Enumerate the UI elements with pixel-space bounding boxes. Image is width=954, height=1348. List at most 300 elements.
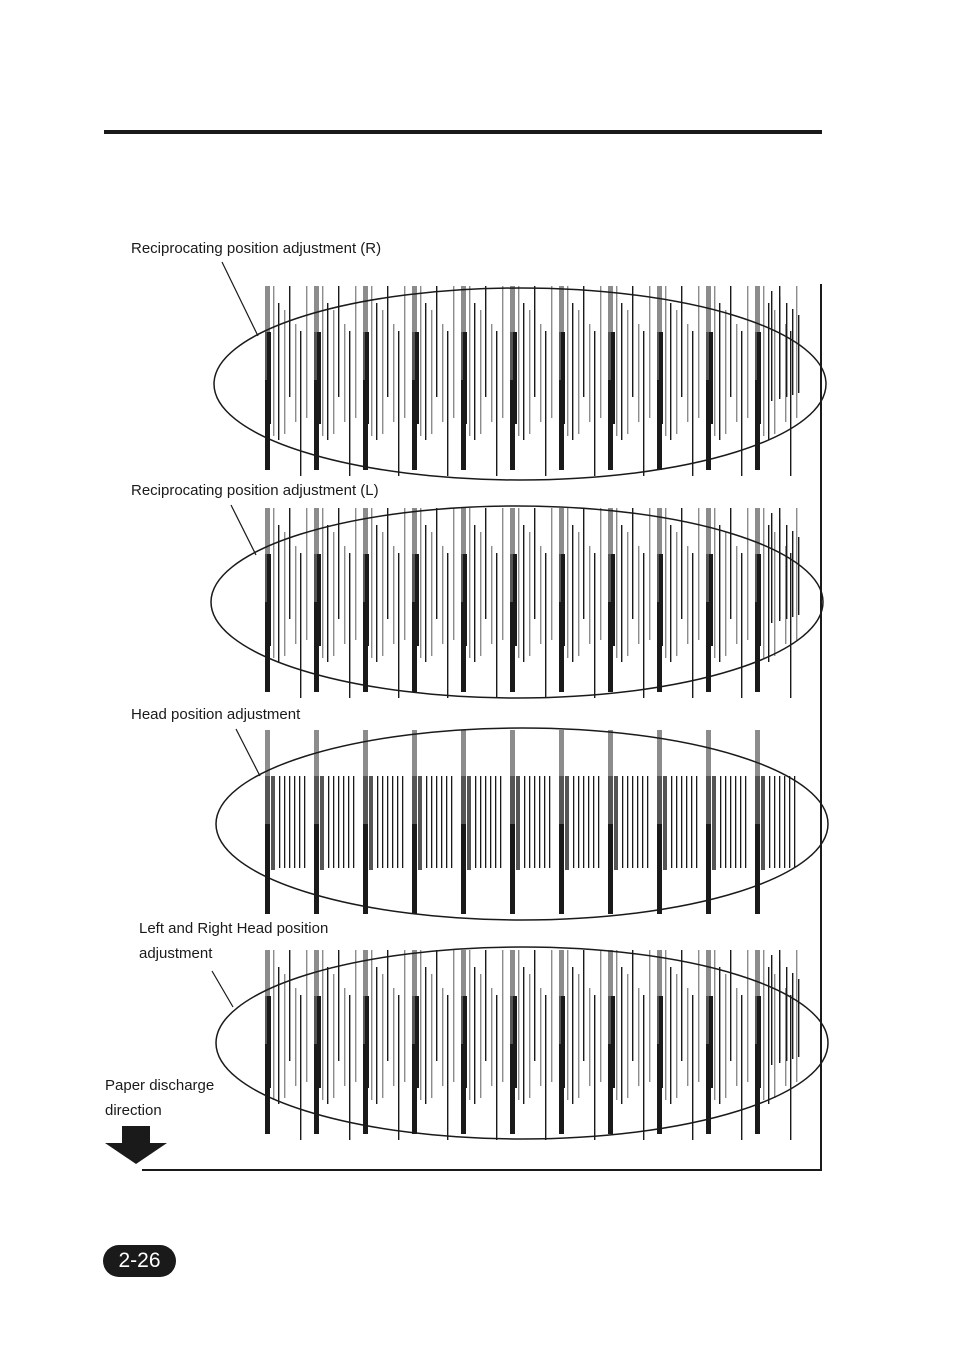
pattern-hairline <box>284 310 285 434</box>
pattern-bar <box>267 996 271 1088</box>
pattern-hairline <box>485 950 486 1061</box>
pattern-hairline <box>393 546 394 644</box>
pattern-hairline <box>747 508 748 640</box>
pattern-hairline <box>338 286 339 397</box>
pattern-hairline <box>387 950 388 1061</box>
pattern-hairline <box>741 553 742 698</box>
pattern-comb-line <box>529 776 530 868</box>
pattern-hairline <box>545 553 546 698</box>
pattern-hairline <box>676 974 677 1098</box>
pattern-hairline <box>771 291 772 401</box>
pattern-hairline <box>540 988 541 1086</box>
pattern-comb-line <box>441 776 442 868</box>
pattern-bar <box>265 824 270 914</box>
pattern-bar <box>513 332 517 424</box>
pattern-bar <box>712 776 716 870</box>
pattern-hairline <box>349 995 350 1140</box>
pattern-hairline <box>714 950 715 1100</box>
pattern-comb-line <box>642 776 643 868</box>
pattern-hairline <box>273 286 274 436</box>
pattern-hairline <box>534 286 535 397</box>
pattern-hairline <box>551 286 552 418</box>
pattern-hairline <box>714 286 715 436</box>
pattern-comb-line <box>402 776 403 868</box>
pattern-hairline <box>300 331 301 476</box>
pattern-hairline <box>725 532 726 656</box>
pattern-comb-line <box>789 776 790 868</box>
pattern-bar <box>608 508 613 554</box>
pattern-bar <box>755 730 760 776</box>
pattern-bar <box>559 824 564 914</box>
pattern-comb-line <box>578 776 579 868</box>
pattern-bar <box>761 776 765 870</box>
pattern-comb-line <box>544 776 545 868</box>
pattern-hairline <box>529 974 530 1098</box>
pattern-hairline <box>420 950 421 1100</box>
pattern-hairline <box>600 508 601 640</box>
pattern-comb-line <box>426 776 427 868</box>
pattern-comb-line <box>436 776 437 868</box>
pattern-hairline <box>774 974 775 1098</box>
pattern-hairline <box>786 303 787 397</box>
pattern-hairline <box>300 995 301 1140</box>
pattern-hairline <box>719 967 720 1104</box>
pattern-hairline <box>632 508 633 619</box>
pattern-hairline <box>692 553 693 698</box>
pattern-comb-line <box>333 776 334 868</box>
pattern-hairline <box>730 950 731 1061</box>
pattern-hairline <box>687 324 688 422</box>
pattern-hairline <box>719 525 720 662</box>
pattern-hairline <box>518 286 519 436</box>
pattern-bar <box>565 776 569 870</box>
pattern-hairline <box>333 310 334 434</box>
pattern-hairline <box>681 950 682 1061</box>
pattern-comb-line <box>784 776 785 868</box>
pattern-hairline <box>523 525 524 662</box>
pattern-bar <box>561 996 565 1088</box>
pattern-hairline <box>502 950 503 1082</box>
pattern-hairline <box>502 286 503 418</box>
pattern-bar <box>365 996 369 1088</box>
pattern-bar <box>267 332 271 424</box>
label-left-right-head-line1: Left and Right Head position <box>139 920 329 937</box>
pattern-hairline <box>425 303 426 440</box>
pattern-bar <box>559 730 564 776</box>
pattern-hairline <box>621 525 622 662</box>
pattern-hairline <box>578 532 579 656</box>
pattern-hairline <box>447 553 448 698</box>
pattern-comb-line <box>446 776 447 868</box>
pattern-hairline <box>344 324 345 422</box>
pattern-hairline <box>616 508 617 658</box>
pattern-hairline <box>474 525 475 662</box>
pattern-bar <box>659 996 663 1088</box>
pattern-hairline <box>643 331 644 476</box>
pattern-comb-line <box>397 776 398 868</box>
pattern-hairline <box>425 525 426 662</box>
pattern-bar <box>317 996 321 1088</box>
pattern-hairline <box>643 995 644 1140</box>
pattern-bar <box>418 776 422 870</box>
pattern-hairline <box>589 546 590 644</box>
leader-line-head <box>236 729 260 776</box>
pattern-hairline <box>453 508 454 640</box>
pattern-hairline <box>278 525 279 662</box>
pattern-hairline <box>327 967 328 1104</box>
pattern-hairline <box>578 974 579 1098</box>
pattern-bar <box>267 554 271 646</box>
pattern-hairline <box>572 967 573 1104</box>
pattern-hairline <box>480 532 481 656</box>
label-head-position: Head position adjustment <box>131 706 301 723</box>
pattern-hairline <box>436 286 437 397</box>
pattern-comb-line <box>328 776 329 868</box>
pattern-hairline <box>665 286 666 436</box>
pattern-hairline <box>376 525 377 662</box>
pattern-comb-line <box>348 776 349 868</box>
pattern-hairline <box>371 508 372 658</box>
pattern-hairline <box>273 508 274 658</box>
pattern-bar <box>461 776 466 824</box>
pattern-hairline <box>616 286 617 436</box>
pattern-hairline <box>469 950 470 1100</box>
pattern-hairline <box>583 508 584 619</box>
pattern-bar <box>317 332 321 424</box>
pattern-hairline <box>567 950 568 1100</box>
pattern-bar <box>412 824 417 914</box>
pattern-bar <box>608 776 613 824</box>
pattern-hairline <box>779 519 780 621</box>
pattern-hairline <box>798 979 799 1057</box>
pattern-hairline <box>670 525 671 662</box>
pattern-hairline <box>632 286 633 397</box>
pattern-hairline <box>295 324 296 422</box>
pattern-bar <box>659 554 663 646</box>
pattern-hairline <box>790 553 791 698</box>
pattern-hairline <box>792 309 793 395</box>
pattern-hairline <box>404 286 405 418</box>
pattern-bar <box>657 824 662 914</box>
label-paper-discharge-line1: Paper discharge <box>105 1077 215 1094</box>
pattern-hairline <box>551 950 552 1082</box>
pattern-hairline <box>485 286 486 397</box>
pattern-hairline <box>376 303 377 440</box>
pattern-comb-line <box>671 776 672 868</box>
pattern-bar <box>461 950 466 996</box>
pattern-hairline <box>344 988 345 1086</box>
page-number-badge: 2-26 <box>103 1245 176 1277</box>
pattern-hairline <box>491 324 492 422</box>
pattern-hairline <box>540 324 541 422</box>
pattern-hairline <box>480 974 481 1098</box>
pattern-hairline <box>621 303 622 440</box>
pattern-hairline <box>572 303 573 440</box>
pattern-hairline <box>289 950 290 1061</box>
pattern-hairline <box>730 508 731 619</box>
pattern-hairline <box>355 286 356 418</box>
pattern-hairline <box>404 950 405 1082</box>
pattern-bar <box>363 776 368 824</box>
pattern-bar <box>657 776 662 824</box>
pattern-comb-line <box>480 776 481 868</box>
pattern-hairline <box>344 546 345 644</box>
pattern-comb-line <box>304 776 305 868</box>
pattern-comb-line <box>485 776 486 868</box>
pattern-bar <box>365 554 369 646</box>
pattern-hairline <box>774 310 775 434</box>
pattern-hairline <box>578 310 579 434</box>
pattern-hairline <box>627 310 628 434</box>
pattern-bar <box>415 996 419 1088</box>
pattern-comb-line <box>534 776 535 868</box>
pattern-comb-line <box>382 776 383 868</box>
pattern-bar <box>561 554 565 646</box>
pattern-bar <box>709 996 713 1088</box>
pattern-hairline <box>393 988 394 1086</box>
pattern-hairline <box>763 950 764 1100</box>
pattern-hairline <box>741 331 742 476</box>
pattern-hairline <box>692 995 693 1140</box>
pattern-comb-line <box>338 776 339 868</box>
leader-line-l <box>231 505 256 555</box>
pattern-hairline <box>371 950 372 1100</box>
pattern-hairline <box>387 508 388 619</box>
pattern-hairline <box>747 950 748 1082</box>
pattern-hairline <box>518 950 519 1100</box>
pattern-bar <box>706 730 711 776</box>
pattern-bar <box>516 776 520 870</box>
pattern-hairline <box>786 525 787 619</box>
pattern-bar <box>657 286 662 332</box>
pattern-hairline <box>398 553 399 698</box>
pattern-hairline <box>594 995 595 1140</box>
pattern-comb-line <box>490 776 491 868</box>
pattern-hairline <box>796 286 797 418</box>
pattern-hairline <box>447 995 448 1140</box>
pattern-hairline <box>747 286 748 418</box>
pattern-comb-line <box>279 776 280 868</box>
pattern-hairline <box>643 553 644 698</box>
pattern-bar <box>657 508 662 554</box>
pattern-comb-line <box>735 776 736 868</box>
pattern-hairline <box>589 988 590 1086</box>
pattern-hairline <box>741 995 742 1140</box>
pattern-bar <box>757 332 761 424</box>
pattern-bar <box>463 996 467 1088</box>
pattern-hairline <box>768 525 769 662</box>
pattern-hairline <box>638 546 639 644</box>
pattern-hairline <box>442 988 443 1086</box>
pattern-bar <box>513 996 517 1088</box>
pattern-hairline <box>730 286 731 397</box>
pattern-hairline <box>442 546 443 644</box>
pattern-bar <box>709 332 713 424</box>
pattern-comb-line <box>686 776 687 868</box>
pattern-comb-line <box>598 776 599 868</box>
pattern-hairline <box>583 286 584 397</box>
pattern-bar <box>510 286 515 332</box>
pattern-hairline <box>567 286 568 436</box>
pattern-bar <box>659 332 663 424</box>
pattern-hairline <box>771 513 772 623</box>
pattern-comb-line <box>289 776 290 868</box>
pattern-comb-line <box>343 776 344 868</box>
pattern-hairline <box>796 508 797 640</box>
pattern-hairline <box>798 315 799 393</box>
pattern-bar <box>663 776 667 870</box>
pattern-bar <box>757 996 761 1088</box>
pattern-hairline <box>469 286 470 436</box>
pattern-comb-line <box>573 776 574 868</box>
pattern-hairline <box>474 303 475 440</box>
pattern-hairline <box>322 508 323 658</box>
pattern-comb-line <box>524 776 525 868</box>
pattern-bar <box>608 730 613 776</box>
pattern-hairline <box>687 988 688 1086</box>
pattern-bar <box>608 824 613 914</box>
pattern-hairline <box>469 508 470 658</box>
pattern-comb-line <box>720 776 721 868</box>
pattern-comb-line <box>622 776 623 868</box>
pattern-bar <box>265 776 270 824</box>
pattern-comb-line <box>377 776 378 868</box>
pattern-bar <box>317 554 321 646</box>
pattern-hairline <box>796 950 797 1082</box>
pattern-bar <box>320 776 324 870</box>
pattern-hairline <box>289 508 290 619</box>
pattern-hairline <box>295 546 296 644</box>
pattern-hairline <box>665 950 666 1100</box>
pattern-hairline <box>600 286 601 418</box>
pattern-bar <box>461 824 466 914</box>
pattern-hairline <box>798 537 799 615</box>
pattern-hairline <box>692 331 693 476</box>
pattern-hairline <box>436 508 437 619</box>
pattern-hairline <box>333 974 334 1098</box>
pattern-comb-line <box>583 776 584 868</box>
pattern-hairline <box>736 324 737 422</box>
pattern-hairline <box>627 532 628 656</box>
pattern-hairline <box>790 331 791 476</box>
pattern-bar <box>363 286 368 332</box>
pattern-bar <box>559 508 564 554</box>
pattern-hairline <box>779 961 780 1063</box>
pattern-bar <box>415 332 419 424</box>
pattern-hairline <box>687 546 688 644</box>
pattern-hairline <box>431 532 432 656</box>
pattern-hairline <box>736 546 737 644</box>
pattern-hairline <box>768 967 769 1104</box>
label-paper-discharge-line2: direction <box>105 1102 162 1119</box>
pattern-hairline <box>322 286 323 436</box>
pattern-comb-line <box>593 776 594 868</box>
pattern-hairline <box>420 286 421 436</box>
pattern-hairline <box>306 286 307 418</box>
pattern-comb-line <box>632 776 633 868</box>
pattern-bar <box>709 554 713 646</box>
pattern-bar <box>611 332 615 424</box>
pattern-bar <box>559 950 564 996</box>
pattern-hairline <box>431 974 432 1098</box>
pattern-comb-line <box>539 776 540 868</box>
pattern-hairline <box>786 967 787 1061</box>
pattern-hairline <box>545 331 546 476</box>
pattern-comb-line <box>740 776 741 868</box>
pattern-hairline <box>496 995 497 1140</box>
pattern-bar <box>461 730 466 776</box>
pattern-hairline <box>295 988 296 1086</box>
pattern-hairline <box>300 553 301 698</box>
pattern-hairline <box>779 297 780 399</box>
pattern-bar <box>363 950 368 996</box>
pattern-hairline <box>676 310 677 434</box>
pattern-hairline <box>792 973 793 1059</box>
pattern-bar <box>412 508 417 554</box>
pattern-bar <box>510 950 515 996</box>
pattern-bar <box>706 950 711 996</box>
pattern-hairline <box>349 553 350 698</box>
pattern-bar <box>314 286 319 332</box>
pattern-hairline <box>627 974 628 1098</box>
pattern-hairline <box>649 950 650 1082</box>
pattern-bar <box>510 730 515 776</box>
pattern-hairline <box>491 988 492 1086</box>
pattern-hairline <box>681 508 682 619</box>
pattern-hairline <box>545 995 546 1140</box>
pattern-hairline <box>376 967 377 1104</box>
pattern-comb-line <box>284 776 285 868</box>
pattern-comb-line <box>475 776 476 868</box>
pattern-bar <box>314 776 319 824</box>
pattern-hairline <box>632 950 633 1061</box>
pattern-hairline <box>567 508 568 658</box>
pattern-hairline <box>583 950 584 1061</box>
pattern-comb-line <box>588 776 589 868</box>
pattern-bar <box>412 730 417 776</box>
pattern-comb-line <box>676 776 677 868</box>
pattern-hairline <box>649 508 650 640</box>
pattern-bar <box>559 286 564 332</box>
pattern-hairline <box>649 286 650 418</box>
pattern-hairline <box>523 967 524 1104</box>
pattern-hairline <box>725 310 726 434</box>
pattern-bar <box>271 776 275 870</box>
pattern-hairline <box>771 955 772 1065</box>
pattern-hairline <box>670 967 671 1104</box>
pattern-comb-line <box>696 776 697 868</box>
pattern-bar <box>559 776 564 824</box>
pattern-hairline <box>431 310 432 434</box>
pattern-hairline <box>529 310 530 434</box>
pattern-bar <box>412 776 417 824</box>
pattern-hairline <box>289 286 290 397</box>
pattern-hairline <box>763 508 764 658</box>
pattern-bar <box>755 776 760 824</box>
pattern-comb-line <box>294 776 295 868</box>
pattern-comb-line <box>681 776 682 868</box>
pattern-hairline <box>768 303 769 440</box>
pattern-bar <box>510 508 515 554</box>
pattern-bar <box>706 508 711 554</box>
pattern-bar <box>363 824 368 914</box>
pattern-bar <box>755 824 760 914</box>
pattern-hairline <box>404 508 405 640</box>
pattern-hairline <box>523 303 524 440</box>
pattern-bar <box>415 554 419 646</box>
pattern-comb-line <box>387 776 388 868</box>
pattern-hairline <box>534 508 535 619</box>
